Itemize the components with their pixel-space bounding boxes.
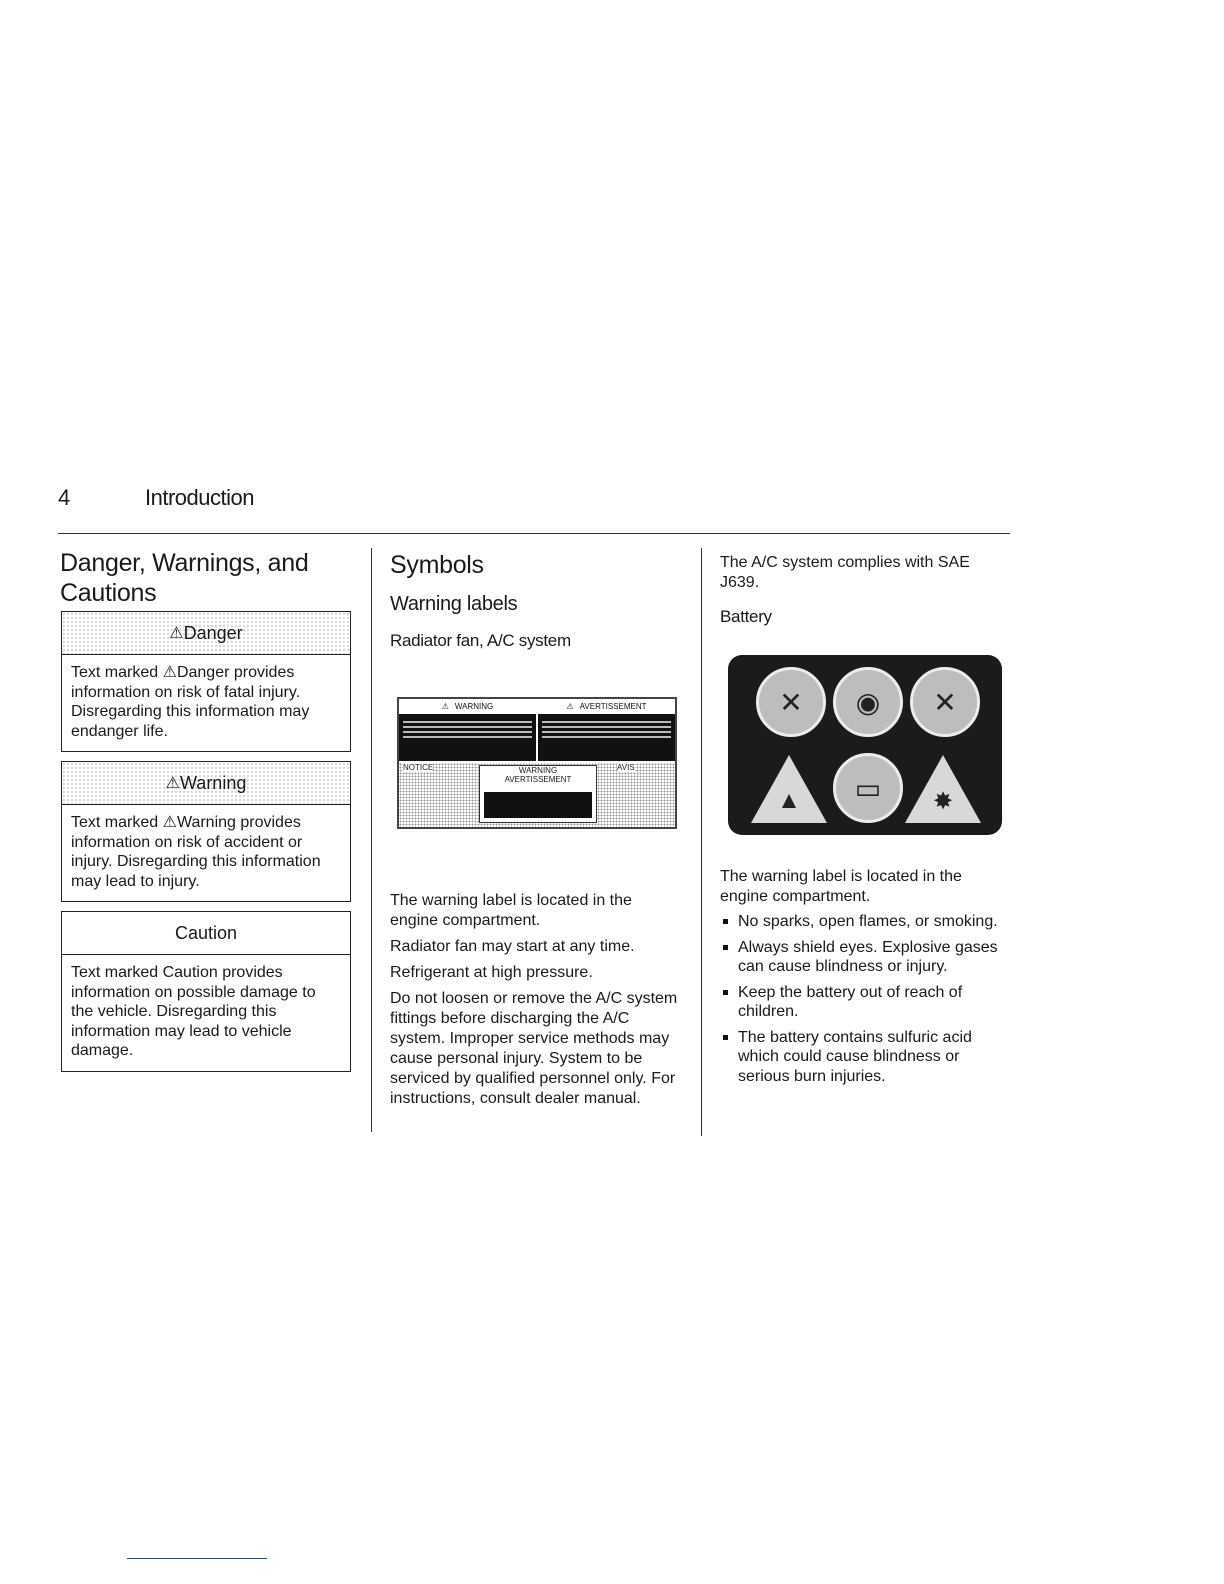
battery-warning-label-image [728, 655, 1002, 835]
warning-inline-triangle-icon: ⚠ [162, 814, 177, 831]
danger-notice-body [62, 655, 350, 751]
avertissement-label-triangle-icon: ⚠ [566, 702, 574, 711]
label-lower-panel [399, 763, 675, 827]
page-number: 4 [58, 485, 71, 510]
keep-from-children-icon: ✕ [910, 667, 980, 737]
label-mid-warning-text: WARNING [518, 766, 558, 775]
label-avertissement-panel [538, 699, 675, 761]
caution-marked: Caution [162, 964, 218, 981]
eye-protection-icon: ◉ [833, 667, 903, 737]
warning-notice-body [62, 805, 350, 901]
warning-notice-header [62, 762, 350, 805]
danger-triangle-icon: ⚠ [169, 625, 184, 642]
col1-heading: Danger, Warnings, and Cautions [60, 549, 309, 607]
warning-lead: Text marked [71, 814, 163, 831]
danger-notice-title: Danger [183, 622, 243, 643]
label-avis-text: AVIS [617, 763, 635, 772]
danger-notice [61, 611, 351, 752]
col3-subheading: Battery [720, 607, 772, 626]
column-divider-1 [371, 548, 372, 1132]
col2-heading: Symbols [390, 551, 484, 579]
label-center-panel [479, 765, 597, 823]
danger-notice-header [62, 612, 350, 655]
col2-body [390, 891, 682, 1109]
warning-marked: Warning [176, 814, 236, 831]
label-mid-avertissement-text: AVERTISSEMENT [504, 775, 572, 784]
danger-inline-triangle-icon: ⚠ [162, 664, 177, 681]
caution-lead: Text marked [71, 964, 163, 981]
read-manual-icon: ▭ [833, 753, 903, 823]
explosion-glyph-icon: ✸ [932, 788, 954, 815]
danger-rest: provides information on risk of fatal injury. Disregarding this information may endanger life. [71, 664, 310, 740]
footer-rule [127, 1558, 267, 1559]
battery-bullet-list [720, 912, 1010, 1092]
danger-lead: Text marked [71, 664, 163, 681]
caution-notice-body [62, 955, 350, 1071]
warning-triangle-icon: ⚠ [165, 775, 180, 792]
col2-subheading: Warning labels [390, 593, 518, 615]
header-divider [58, 533, 1010, 534]
col2-paragraph: Do not loosen or remove the A/C system fittings before discharging the A/C system. Improper service methods may cause personal injury. System to be serviced by qualified personnel only. For instructions, consult dealer manual. [390, 990, 678, 1107]
list-item: Always shield eyes. Explosive gases can cause blindness or injury. [720, 938, 1010, 977]
warning-notice [61, 761, 351, 902]
list-item: Keep the battery out of reach of children. [720, 983, 1010, 1022]
ac-warning-label-image [397, 697, 677, 829]
col3-intro: The A/C system complies with SAE J639. [720, 554, 970, 591]
list-item: No sparks, open flames, or smoking. [720, 912, 1010, 932]
list-item: The battery contains sulfuric acid which could cause blindness or serious burn injuries. [720, 1028, 1010, 1087]
col2-subsubheading: Radiator fan, A/C system [390, 631, 571, 650]
label-avertissement-text: AVERTISSEMENT [579, 702, 647, 711]
caution-rest: provides information on possible damage to the vehicle. Disregarding this information may lead to vehicle damage. [71, 964, 316, 1059]
fan-icon [484, 792, 592, 818]
caution-notice-header [62, 912, 350, 955]
column-divider-2 [701, 548, 702, 1136]
corrosive-glyph-icon: ▲ [777, 787, 801, 814]
col2-paragraph: The warning label is located in the engine compartment. [390, 892, 632, 929]
warning-rest: provides information on risk of accident or injury. Disregarding this information may lead to injury. [71, 814, 321, 890]
label-warning-panel [399, 699, 536, 761]
section-title: Introduction [145, 485, 254, 510]
col2-paragraph: Radiator fan may start at any time. [390, 938, 635, 955]
warning-notice-title: Warning [179, 772, 247, 793]
label-notice-text: NOTICE [403, 763, 434, 772]
col3-paragraph: The warning label is located in the engine compartment. [720, 868, 962, 905]
danger-marked: Danger [176, 664, 230, 681]
col2-paragraph: Refrigerant at high pressure. [390, 964, 593, 981]
warning-label-triangle-icon: ⚠ [441, 702, 449, 711]
caution-notice-title: Caution [174, 922, 238, 943]
caution-notice [61, 911, 351, 1072]
no-flame-icon: ✕ [756, 667, 826, 737]
label-warning-text: WARNING [454, 702, 494, 711]
